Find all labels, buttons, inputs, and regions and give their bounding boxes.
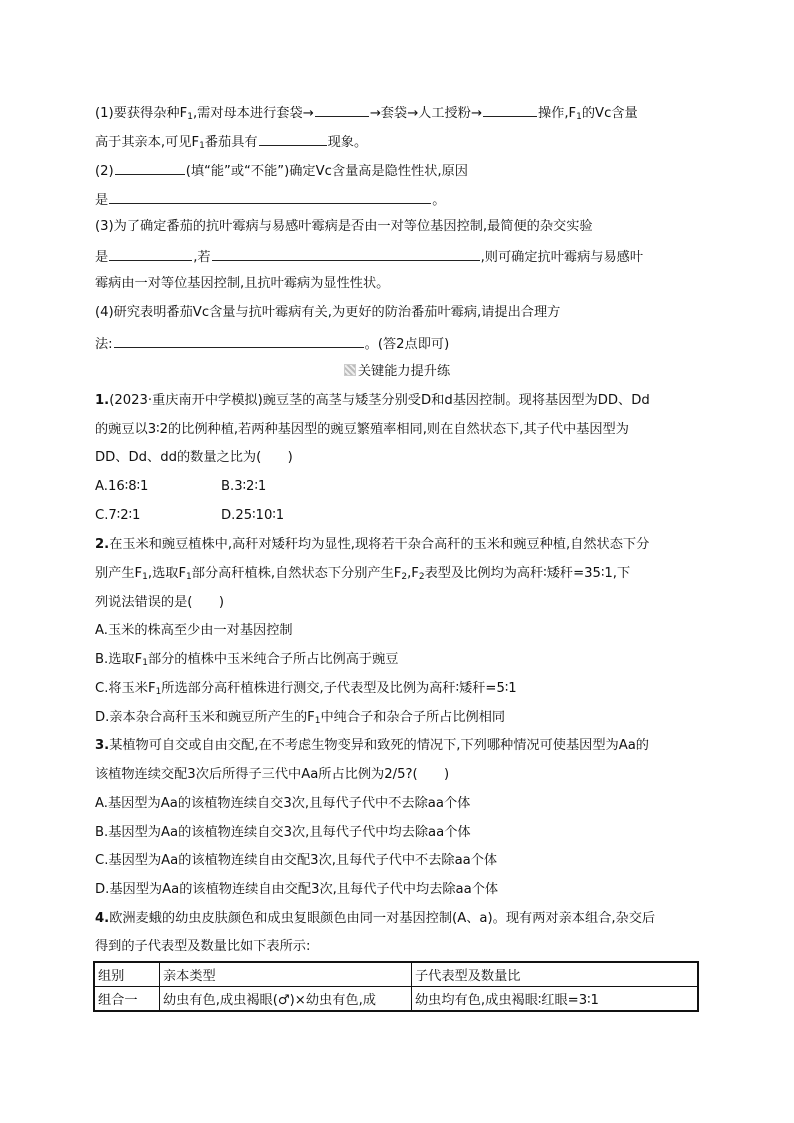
table-header-cell: 组别 [94,962,160,987]
table-cell: 幼虫均有色,成虫褐眼∶红眼=3∶1 [412,987,699,1012]
q-prev-part1-line2: 高于其亲本,可见$F_1$番茄具有 现象。 [95,131,367,152]
q1-option-a[interactable]: A.16∶8∶1 [95,479,149,494]
answer-blank[interactable] [483,102,537,117]
table-header-cell: 亲本类型 [160,962,412,987]
q1-line1: 1.(2023·重庆南开中学模拟)豌豆茎的高茎与矮茎分别受D和d基因控制。现将基因型为DD、Dd [95,393,650,408]
q3-line1: 3.某植物可自交或自由交配,在不考虑生物变异和致死的情况下,下列哪种情况可使基因型为Aa的 [95,738,649,753]
q1-option-c[interactable]: C.7∶2∶1 [95,508,141,523]
q2-line1: 2.在玉米和豌豆植株中,高秆对矮秆均为显性,现将若干杂合高秆的玉米和豌豆种植,自然状态下分 [95,537,650,552]
q2-option-d[interactable]: D.亲本杂合高秆玉米和豌豆所产生的$F_1$中纯合子和杂合子所占比例相同 [95,710,506,726]
q-prev-part4-line1: (4)研究表明番茄Vc含量与抗叶霉病有关,为更好的防治番茄叶霉病,请提出合理方 [95,305,561,320]
answer-blank[interactable] [115,160,185,175]
table-cell: 幼虫有色,成虫褐眼(♂)×幼虫有色,成 [160,987,412,1012]
q4-line1: 4.欧洲麦蛾的幼虫皮肤颜色和成虫复眼颜色由同一对基因控制(A、a)。现有两对亲本组合,杂交后 [95,911,656,926]
q-prev-part3-line1: (3)为了确定番茄的抗叶霉病与易感叶霉病是否由一对等位基因控制,最简便的杂交实验 [95,219,593,234]
answer-blank[interactable] [114,333,364,348]
q1-line3: DD、Dd、dd的数量之比为( ) [95,450,293,465]
table-header-cell: 子代表型及数量比 [412,962,699,987]
q2-line2: 别产生$F_1$,选取$F_1$部分高秆植株,自然状态下分别产生$F_2,F_2$表型及比例均为高秆∶矮秆=35∶1,下 [95,566,631,582]
answer-blank[interactable] [315,102,369,117]
section-icon [344,364,356,376]
q2-option-b[interactable]: B.选取$F_1$部分的植株中玉米纯合子所占比例高于豌豆 [95,652,399,668]
answer-blank[interactable] [259,131,327,146]
q1-option-d[interactable]: D.25∶10∶1 [221,508,285,523]
section-title: 关键能力提升练 [0,360,794,379]
q1-line2: 的豌豆以3∶2的比例种植,若两种基因型的豌豆繁殖率相同,则在自然状态下,其子代中基因型为 [95,422,629,437]
q2-option-c[interactable]: C.将玉米$F_1$所选部分高秆植株进行测交,子代表型及比例为高秆∶矮秆=5∶1 [95,681,517,697]
q-prev-part3-line3: 霉病由一对等位基因控制,且抗叶霉病为显性性状。 [95,276,390,291]
q3-option-b[interactable]: B.基因型为Aa的该植物连续自交3次,且每代子代中均去除aa个体 [95,825,471,840]
q3-line2: 该植物连续交配3次后所得子三代中Aa所占比例为2/5?( ) [95,767,450,782]
answer-blank[interactable] [212,246,480,261]
table-header-row [94,962,698,987]
q4-line2: 得到的子代表型及数量比如下表所示: [95,939,311,954]
q-prev-part3-line2: 是 ,若 ,则可确定抗叶霉病与易感叶 [95,246,643,267]
cross-results-table [93,961,699,1012]
answer-blank[interactable] [109,189,431,204]
q2-option-a[interactable]: A.玉米的株高至少由一对基因控制 [95,623,293,638]
table-cell: 组合一 [94,987,160,1012]
answer-blank[interactable] [109,246,192,261]
q-prev-part2-line2: 是 。 [95,189,445,210]
table-row [94,987,698,1012]
q2-line3: 列说法错误的是( ) [95,595,224,610]
q1-option-b[interactable]: B.3∶2∶1 [221,479,267,494]
q-prev-part1-line1: (1)要获得杂种$F_1$,需对母本进行套袋→ →套袋→人工授粉→ 操作$,F_1$的Vc含量 [95,102,638,123]
q-prev-part2-line1: (2) (填“能”或“不能”)确定Vc含量高是隐性性状,原因 [95,160,468,181]
q-prev-part4-line2: 法: 。(答2点即可) [95,333,449,354]
q3-option-c[interactable]: C.基因型为Aa的该植物连续自由交配3次,且每代子代中不去除aa个体 [95,853,498,868]
q3-option-d[interactable]: D.基因型为Aa的该植物连续自由交配3次,且每代子代中均去除aa个体 [95,882,499,897]
q3-option-a[interactable]: A.基因型为Aa的该植物连续自交3次,且每代子代中不去除aa个体 [95,796,471,811]
